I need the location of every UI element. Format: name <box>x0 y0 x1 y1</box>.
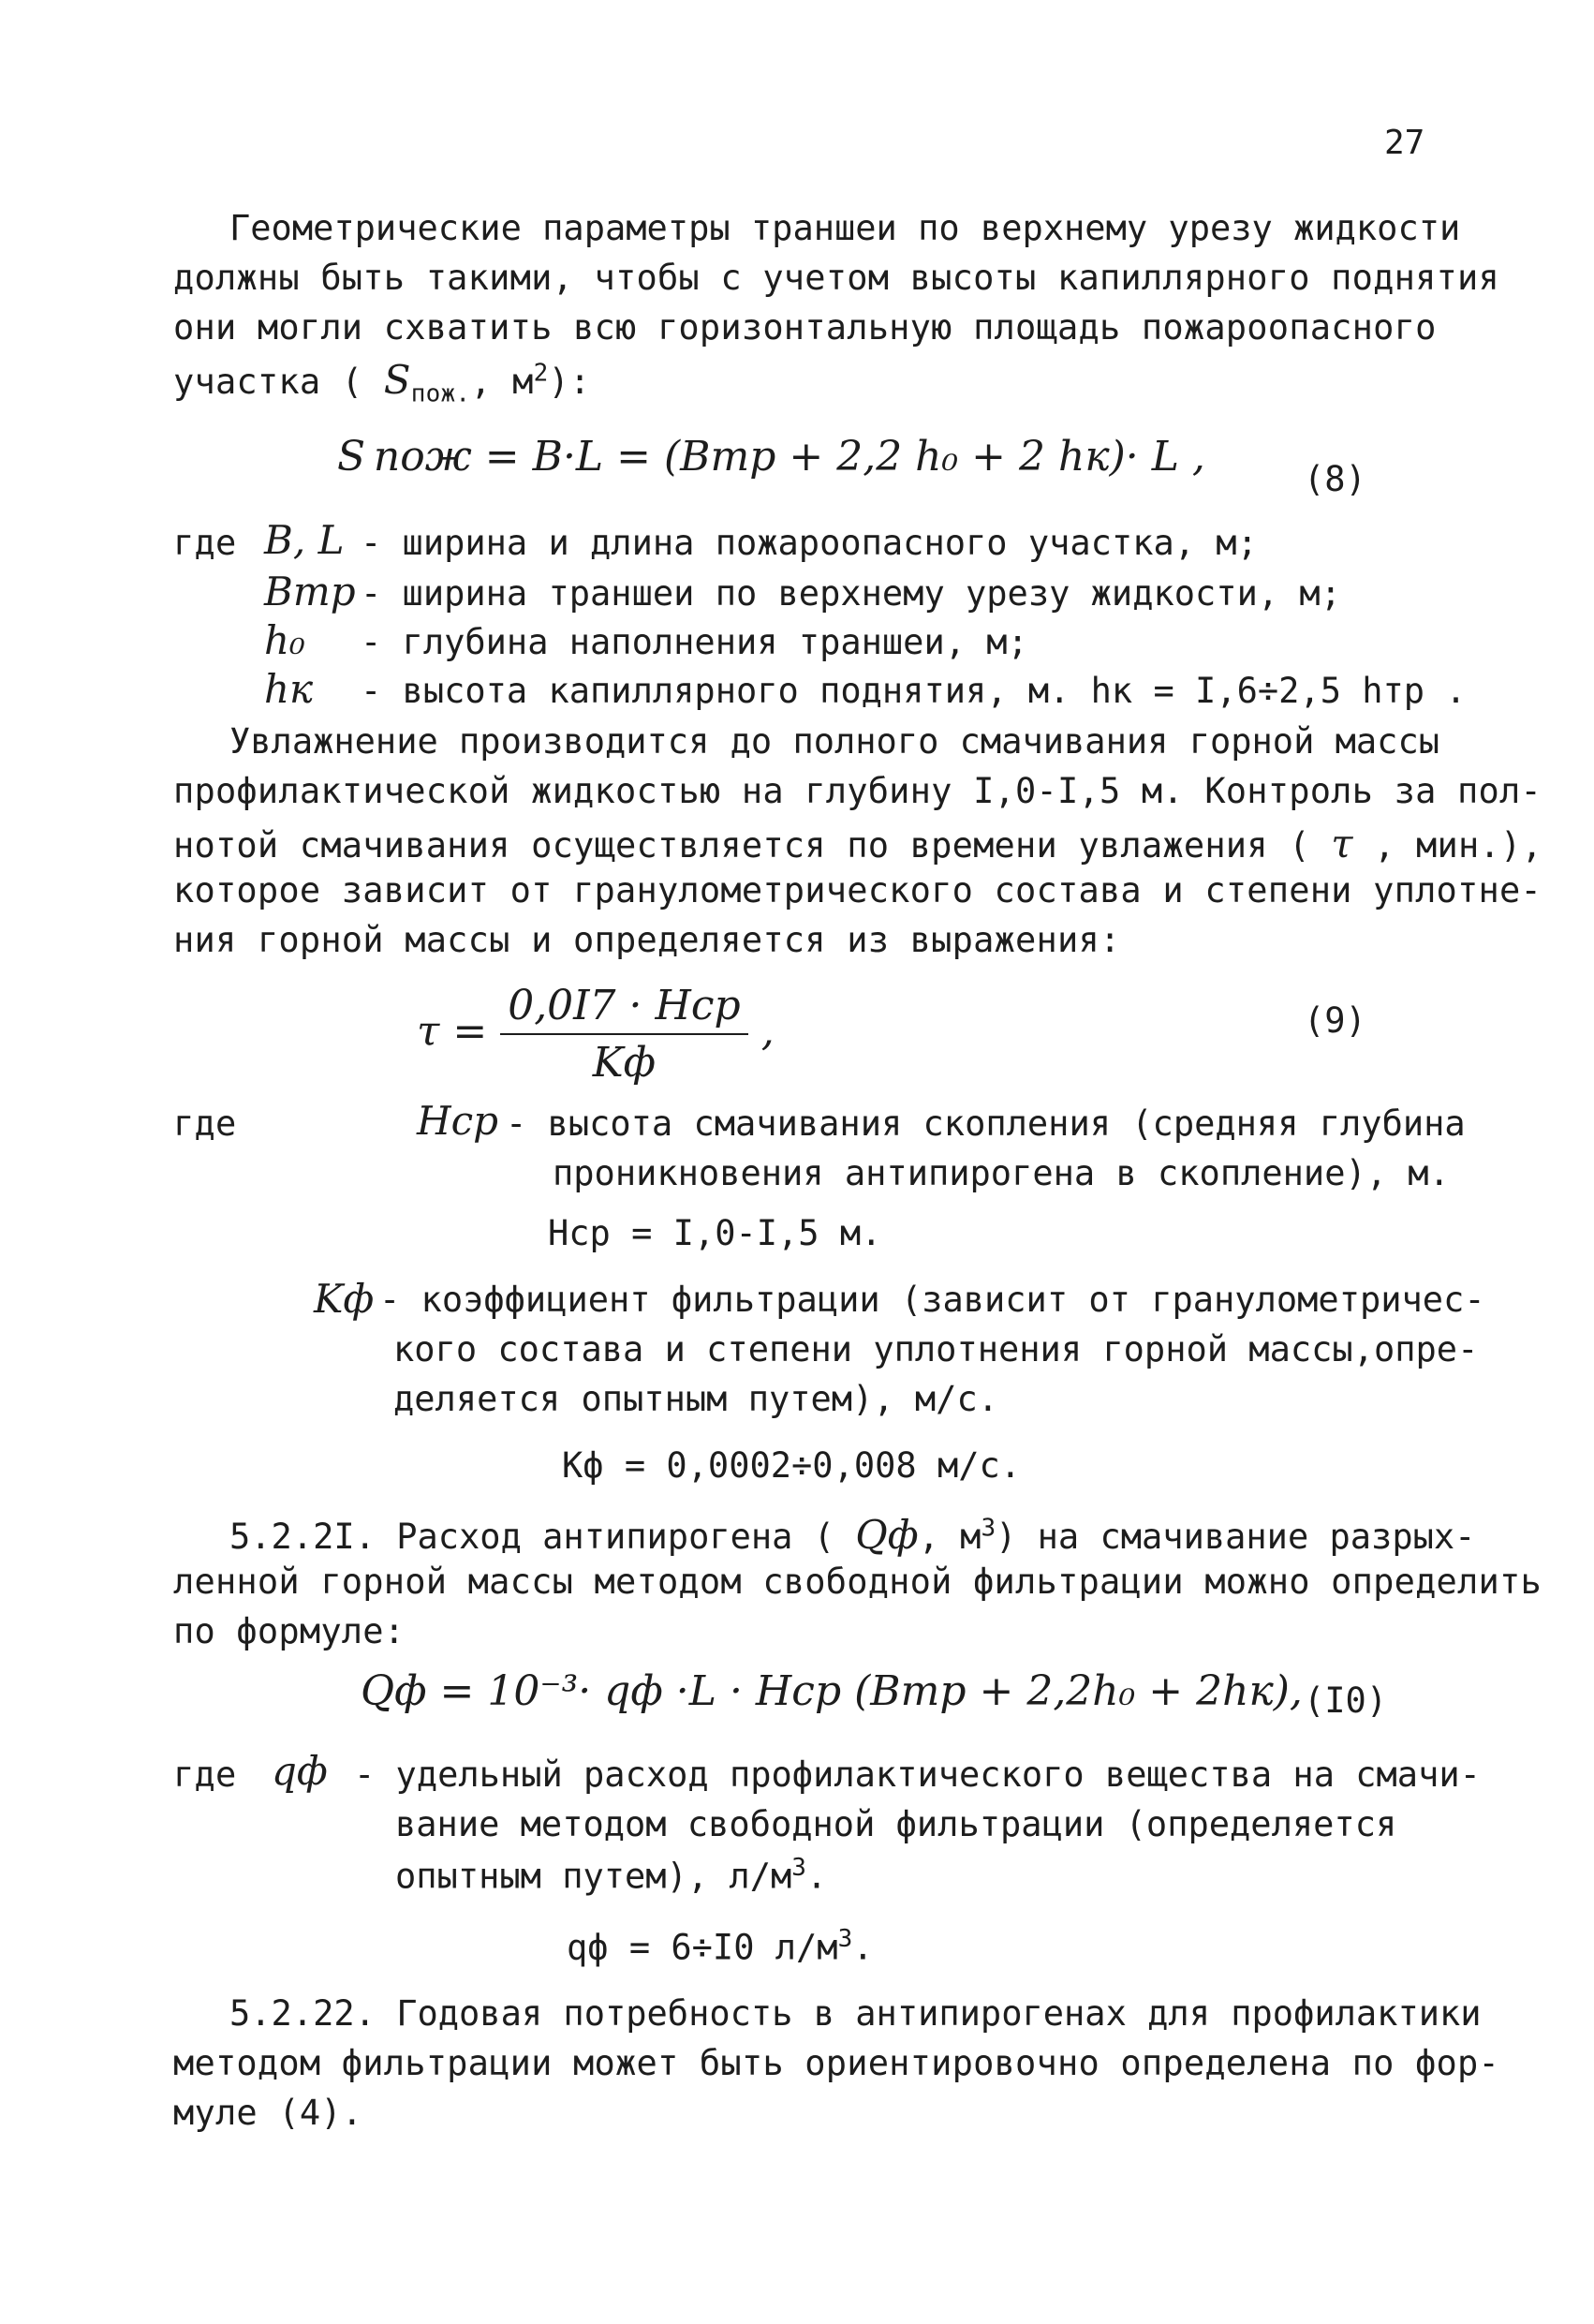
formula-8: S пож = B·L = (Bтр + 2,2 h₀ + 2 hк)· L , <box>337 433 1205 481</box>
formula-9-denominator: Kф <box>592 1039 657 1087</box>
para2-line-1: Увлажнение производится до полного смачивания горной массы <box>229 721 1440 762</box>
def10-line-1: - удельный расход профилактического вещества на смачи- <box>354 1754 1481 1795</box>
intro-line-4: участка ( $S_{пож.}$, $м^2$): <box>173 357 591 408</box>
para4-line-3: муле (4). <box>173 2093 363 2133</box>
def10-line-3: опытным путем), $л/м^3$. <box>395 1854 828 1897</box>
formula-10: Qф = 10⁻³· qф ·L · Hср (Bтр + 2,2h₀ + 2hк), <box>361 1667 1303 1715</box>
def9-k-sym: Kф <box>314 1276 375 1322</box>
para2-line-2: профилактической жидкостью на глубину I,0-I,5 м. Контроль за пол- <box>173 771 1542 811</box>
def8-label: где <box>173 523 237 563</box>
def9-h-line-2: проникновения антипирогена в скопление), м. <box>553 1153 1450 1193</box>
def9-k-line-2: кого состава и степени уплотнения горной массы,опре- <box>393 1329 1479 1369</box>
intro-line-2: должны быть такими, чтобы с учетом высоты капиллярного поднятия <box>173 258 1499 298</box>
def9-h-value: Hср = I,0-I,5 м. <box>548 1213 882 1253</box>
def10-line-2: вание методом свободной фильтрации (определяется <box>395 1804 1397 1844</box>
def8-sym-3: h₀ <box>264 617 305 663</box>
formula-9: τ = $\frac{\text{0,0I7 · Hср}}{Kф}$ , <box>417 982 775 1087</box>
para3-line-2: ленной горной массы методом свободной фильтрации можно определить <box>173 1562 1542 1602</box>
para2-line-5: ния горной массы и определяется из выражения: <box>173 920 1121 960</box>
intro-line-3: они могли схватить всю горизонтальную площадь пожароопасного <box>173 307 1437 348</box>
para2-line-4: которое зависит от гранулометрического состава и степени уплотне- <box>173 870 1542 910</box>
def9-label: где <box>173 1103 237 1144</box>
def8-sym-1: B, L <box>264 517 345 563</box>
def9-k-line-1: - коэффициент фильтрации (зависит от гранулометричес- <box>379 1280 1485 1320</box>
formula-9-fraction <box>500 982 748 1087</box>
para4-line-2: методом фильтрации может быть ориентировочно определена по фор- <box>173 2043 1499 2083</box>
def8-text-4: - высота капиллярного поднятия, м. hк = I,6÷2,5 hтр . <box>361 671 1467 711</box>
para3-line-3: по формуле: <box>173 1611 406 1651</box>
intro-line-1: Геометрические параметры траншеи по верхнему урезу жидкости <box>229 208 1461 248</box>
page-number: 27 <box>1384 124 1425 162</box>
def8-sym-4: hк <box>264 666 314 712</box>
def9-k-value: Kф = 0,0002÷0,008 м/с. <box>562 1445 1022 1486</box>
def9-h-sym: Hср <box>417 1098 499 1144</box>
def10-value: qф = 6÷I0 $л/м^3$. <box>567 1925 874 1968</box>
def10-label: где <box>173 1754 237 1795</box>
def8-text-3: - глубина наполнения траншеи, м; <box>361 622 1028 662</box>
para2-line-3: нотой смачивания осуществляется по времени увлажения ( τ , мин.), <box>173 821 1542 866</box>
formula-10-number: (I0) <box>1304 1680 1388 1721</box>
formula-9-numerator: 0,0I7 · Hср <box>500 982 748 1035</box>
def8-text-2: - ширина траншеи по верхнему урезу жидкости, м; <box>361 573 1341 614</box>
para3-line-1: 5.2.2I. Расход антипирогена ( Qф, $м^3$) на смачивание разрых- <box>229 1512 1476 1558</box>
formula-8-number: (8) <box>1304 459 1366 499</box>
def9-h-line-1: - высота смачивания скопления (средняя глубина <box>506 1103 1466 1144</box>
para4-line-1: 5.2.22. Годовая потребность в антипирогенах для профилактики <box>229 1993 1482 2034</box>
def9-k-line-3: деляется опытным путем), м/с. <box>393 1379 999 1419</box>
def8-sym-2: Bтр <box>264 569 356 614</box>
def10-sym: qф <box>272 1748 328 1794</box>
formula-9-number: (9) <box>1304 1000 1366 1041</box>
def8-text-1: - ширина и длина пожароопасного участка, м; <box>361 523 1258 563</box>
